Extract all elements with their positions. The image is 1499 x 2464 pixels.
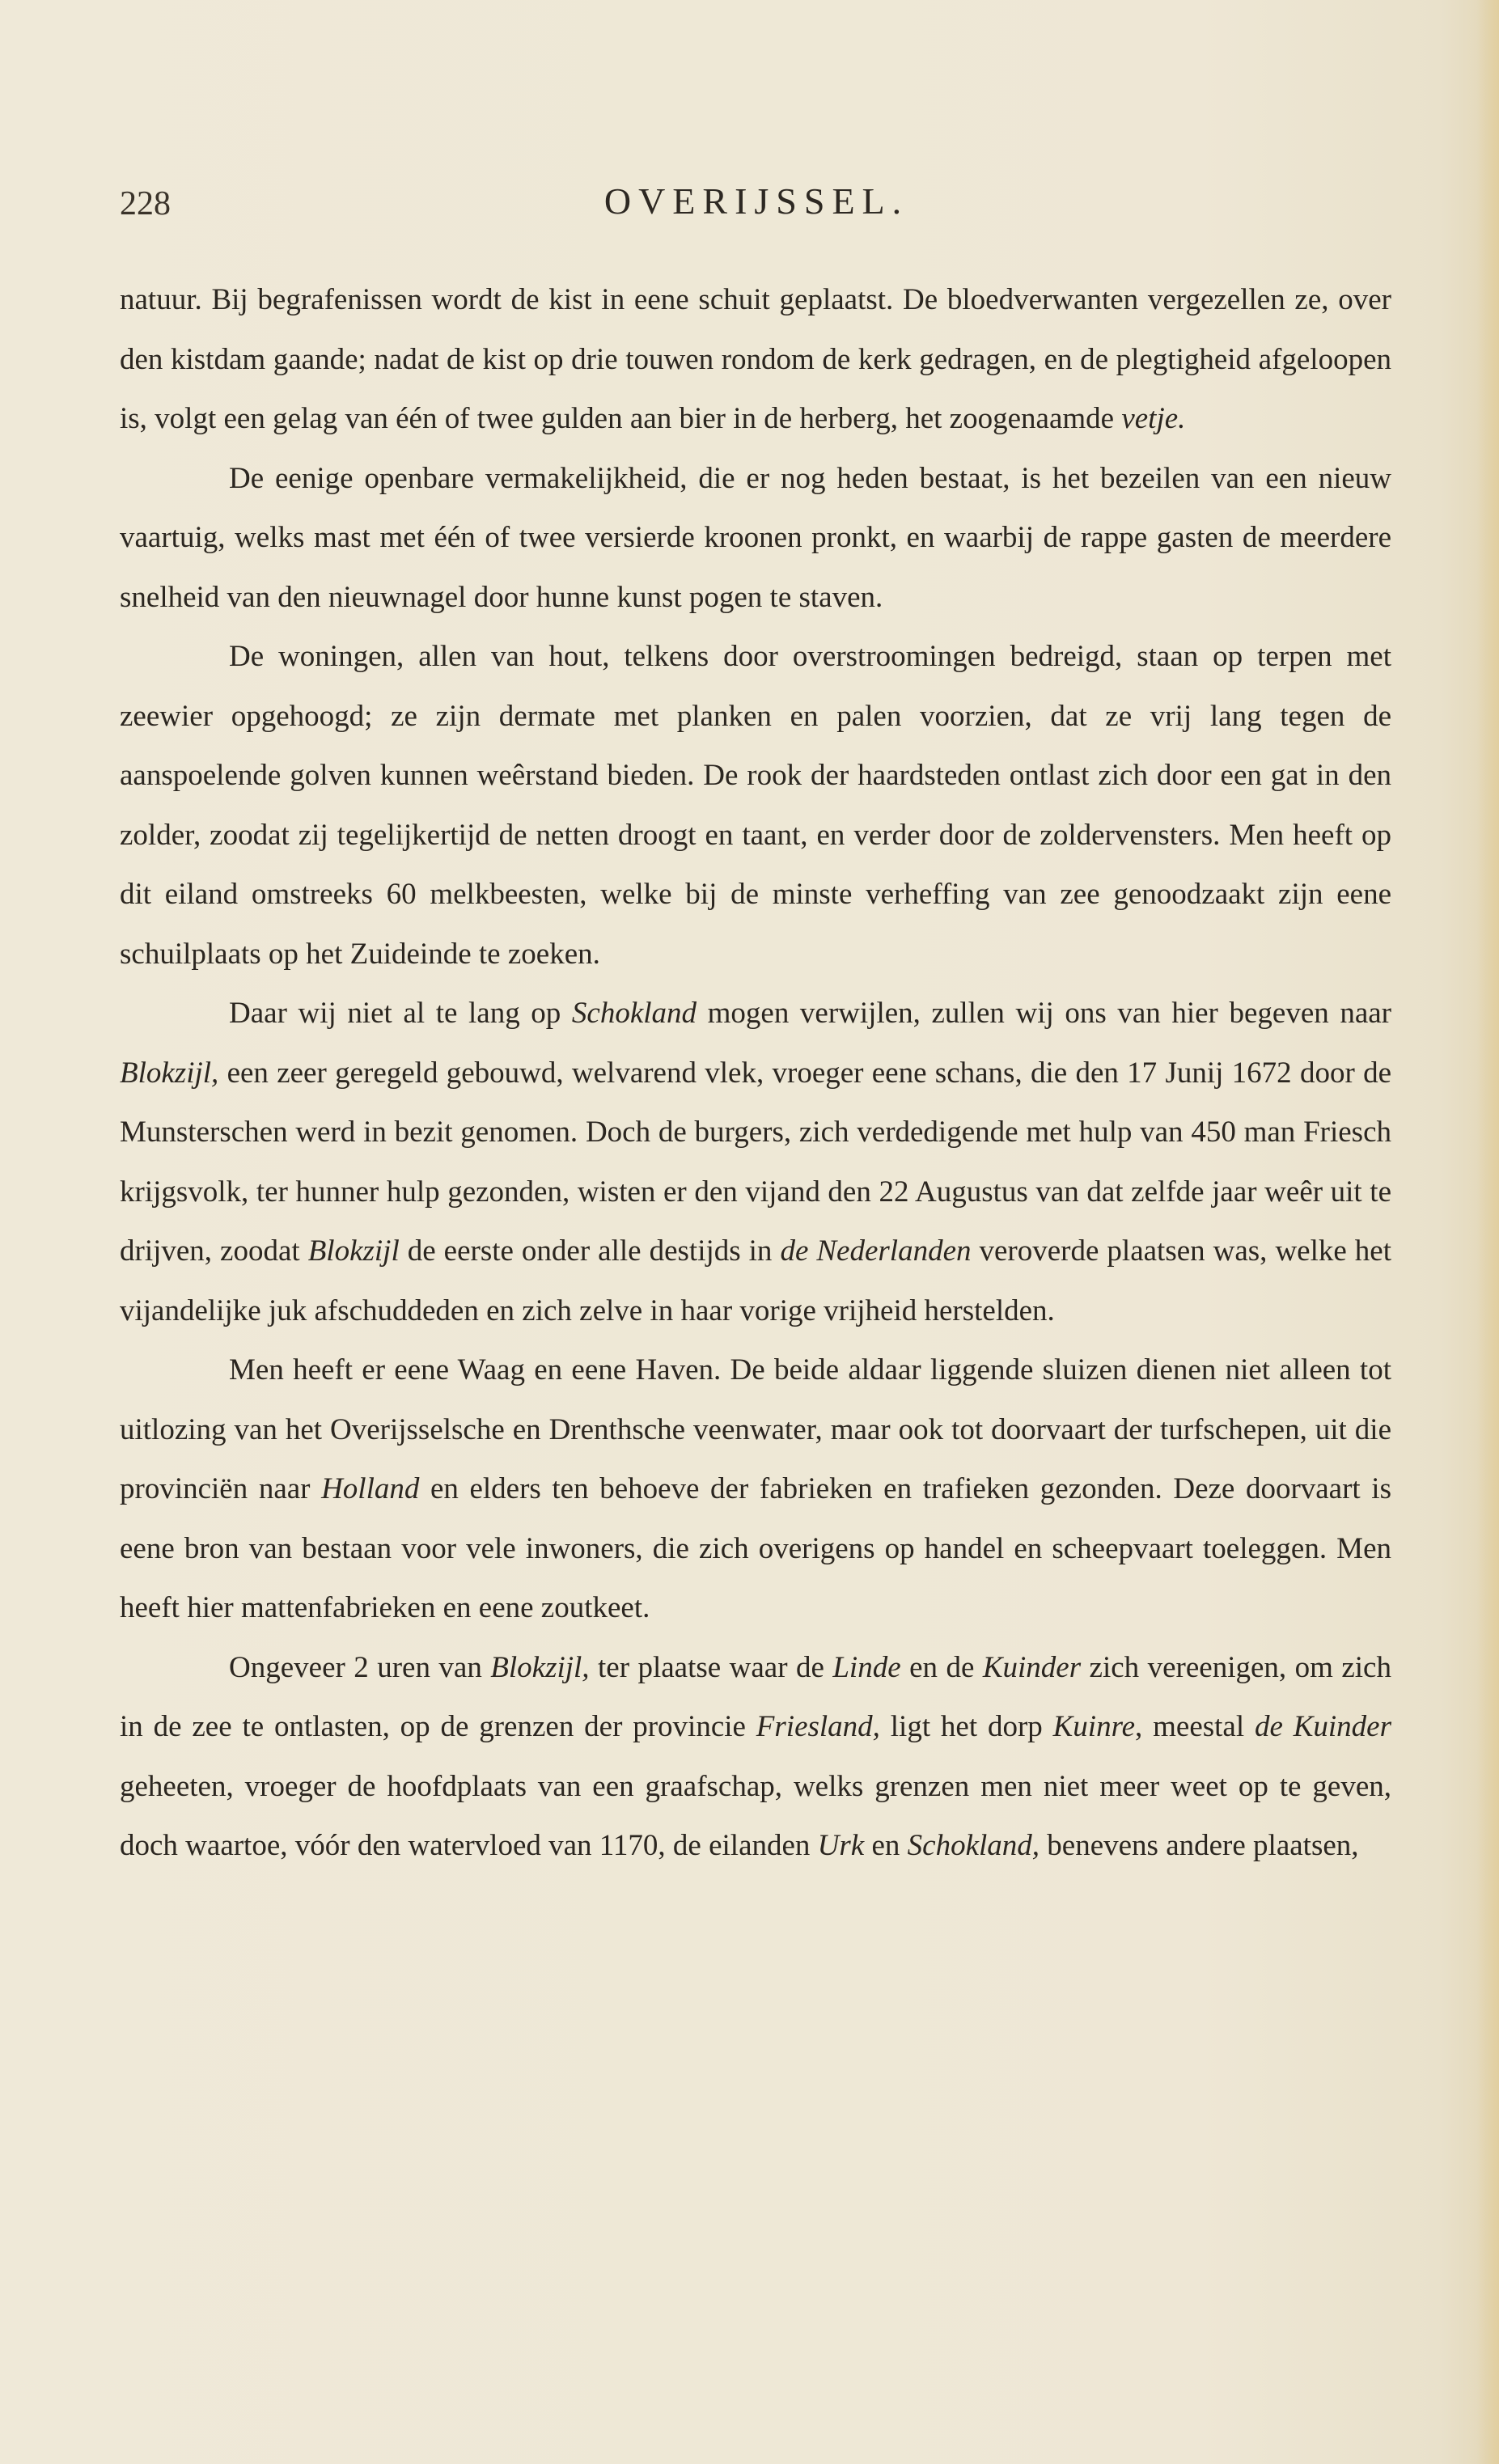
italic-text-run: Urk: [817, 1829, 865, 1862]
italic-text-run: Blokzijl,: [490, 1650, 590, 1684]
text-run: De woningen, allen van hout, telkens door overstroomingen bedreigd, staan op terpen met zeewier opgehoogd; ze zijn dermate met planken en palen voorzien, dat ze vrij lang tegen de aanspoelende golven kunnen weêrstand bieden. De rook der haardsteden ontlast zich door een gat in den zolder, zoodat zij tegelijkertijd de netten droogt en taant, en verder door de zoldervensters. Men heeft op dit eiland omstreeks 60 melkbeesten, welke bij de minste verheffing van zee genoodzaakt zijn eene schuilplaats op het Zuideinde te zoeken.: [120, 640, 1391, 971]
text-run: , meestal: [1135, 1710, 1255, 1743]
text-run: benevens andere plaatsen,: [1040, 1829, 1359, 1862]
page-number: 228: [120, 185, 171, 222]
paragraph: [120, 1340, 1391, 1638]
paragraph: [120, 270, 1391, 449]
body-text: [120, 270, 1391, 1876]
running-head: OVERIJSSEL.: [603, 180, 909, 222]
page-edge-shading: [1476, 0, 1499, 2464]
paragraph: [120, 984, 1391, 1340]
text-run: een zeer geregeld gebouwd, welvarend vlek, vroeger eene schans, die den 17 Junij 1672 door de Munsterschen werd in bezit genomen. Doch de burgers, zich verdedigende met hulp van 450 man Friesch krijgsvolk, ter hunner hulp gezonden, wisten er den vijand den 22 Augustus van dat zelfde jaar weêr uit te drijven, zoodat: [120, 1056, 1391, 1268]
text-run: Men heeft er eene Waag en eene Haven. De beide aldaar liggende sluizen dienen niet alleen tot uitlozing van het Overijsselsche en Drenthsche veenwater, maar ook tot doorvaart der turfschepen, uit die provinciën naar: [120, 1353, 1391, 1505]
text-run: zich vereenigen, om zich in de zee te ontlasten, op de grenzen der provincie: [120, 1650, 1391, 1743]
italic-text-run: Kuinre: [1052, 1710, 1136, 1743]
text-run: natuur. Bij begrafenissen wordt de kist in eene schuit geplaatst. De bloedverwanten vergezellen ze, over den kistdam gaande; nadat de kist op drie touwen rondom de kerk gedragen, en de plegtigheid afgeloopen is, volgt een gelag van één of twee gulden aan bier in de herberg, het zoogenaamde: [120, 283, 1391, 435]
paragraph: [120, 1638, 1391, 1876]
text-run: en elders ten behoeve der fabrieken en trafieken gezonden. Deze doorvaart is eene bron van bestaan voor vele inwoners, die zich overigens op handel en scheepvaart toeleggen. Men heeft hier mattenfabrieken en eene zoutkeet.: [120, 1472, 1391, 1624]
text-run: de eerste onder alle destijds in: [399, 1234, 781, 1268]
page-header: [113, 180, 1399, 228]
italic-text-run: Linde: [832, 1650, 901, 1684]
text-run: ter plaatse waar de: [589, 1650, 833, 1684]
italic-text-run: Friesland,: [756, 1710, 880, 1743]
italic-text-run: Schokland: [571, 997, 697, 1030]
text-run: Ongeveer 2 uren van: [229, 1650, 491, 1684]
italic-text-run: Holland: [321, 1472, 420, 1505]
italic-text-run: Kuinder: [982, 1650, 1082, 1684]
text-run: en: [864, 1829, 908, 1862]
italic-text-run: Blokzijl: [307, 1234, 400, 1268]
italic-text-run: Blokzijl,: [120, 1056, 219, 1090]
italic-text-run: vetje.: [1121, 402, 1186, 435]
text-run: De eenige openbare vermakelijkheid, die er nog heden bestaat, is het bezeilen van een nieuw vaartuig, welks mast met één of twee versierde kroonen pronkt, en waarbij de rappe gasten de meerdere snelheid van den nieuwnagel door hunne kunst pogen te staven.: [120, 461, 1391, 614]
italic-text-run: Schokland,: [907, 1829, 1040, 1862]
text-run: geheeten, vroeger de hoofdplaats van een graafschap, welks grenzen men niet meer weet op te geven, doch waartoe, vóór den watervloed van 1170, de eilanden: [120, 1769, 1391, 1862]
italic-text-run: de Kuinder: [1254, 1710, 1392, 1743]
paragraph: [120, 627, 1391, 984]
italic-text-run: de Nederlanden: [780, 1234, 972, 1268]
text-run: veroverde plaatsen was, welke het vijandelijke juk afschuddeden en zich zelve in haar vorige vrijheid herstelden.: [120, 1234, 1391, 1327]
text-run: ligt het dorp: [879, 1710, 1053, 1743]
text-run: Daar wij niet al te lang op: [229, 997, 572, 1030]
text-run: en de: [900, 1650, 983, 1684]
paragraph: [120, 449, 1391, 628]
text-run: mogen verwijlen, zullen wij ons van hier begeven naar: [697, 997, 1391, 1030]
